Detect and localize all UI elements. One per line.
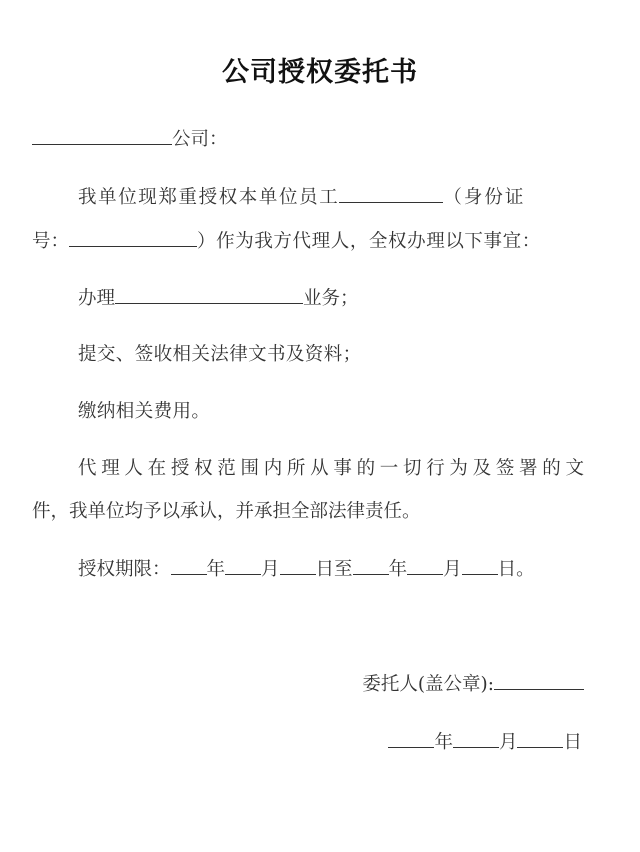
item-fees-text: 缴纳相关费用。 [78,401,211,422]
id-label-end: 号： [32,231,70,252]
document-title: 公司授权委托书 [222,57,418,88]
start-day-blank[interactable] [280,556,316,575]
end-month-blank[interactable] [407,556,443,575]
period-label: 授权期限： [78,559,171,580]
authorization-text: 我单位现郑重授权本单位员工 [78,187,340,208]
scope-intro-text: ）作为我方代理人，全权办理以下事宜： [197,231,541,252]
sign-year-label: 年 [434,732,453,753]
item-fees [78,399,210,425]
addressee-suffix: 公司： [172,129,228,150]
employee-name-blank[interactable] [339,184,443,203]
item-business [78,285,359,312]
item-business-prefix: 办理 [78,288,116,309]
end-day-label: 日。 [497,559,535,580]
id-number-blank[interactable] [69,228,197,247]
authorization-paragraph-line2 [32,228,541,255]
liability-paragraph-line2: 件，我单位均予以承认，并承担全部法律责任。 [32,501,421,522]
sign-month-label: 月 [498,732,518,753]
start-month-blank[interactable] [225,556,261,575]
start-year-label: 年 [206,559,226,580]
id-label-start: （身份证 [443,187,526,208]
addressee-line [32,126,228,153]
start-year-blank[interactable] [171,556,207,575]
end-month-label: 月 [443,559,462,580]
end-year-blank[interactable] [353,556,389,575]
sign-day-label: 日 [563,732,582,753]
sign-year-blank[interactable] [388,729,434,748]
liability-paragraph-line1: 代理人在授权范围内所从事的一切行为及签署的文 [78,458,584,479]
sign-month-blank[interactable] [453,729,499,748]
principal-signature-line [362,671,584,698]
company-name-blank[interactable] [32,126,172,145]
signature-date-line [388,729,582,756]
item-documents-text: 提交、签收相关法律文书及资料； [78,344,362,365]
end-year-label: 年 [388,559,408,580]
item-documents [78,342,362,368]
business-type-blank[interactable] [115,285,303,304]
principal-seal-blank[interactable] [494,671,584,690]
start-month-label: 月 [261,559,280,580]
principal-label: 委托人(盖公章): [362,674,494,695]
end-day-blank[interactable] [462,556,498,575]
authorization-period [78,556,535,583]
authorization-paragraph-line1 [78,184,584,211]
item-business-suffix: 业务； [303,288,359,309]
sign-day-blank[interactable] [517,729,563,748]
start-day-label: 日至 [315,559,353,580]
